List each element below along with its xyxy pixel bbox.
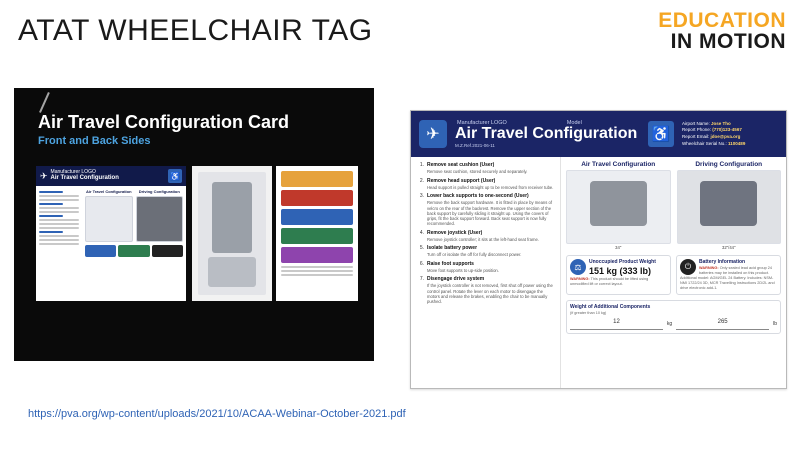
step-number: 1. (419, 162, 424, 168)
step-number: 2. (419, 177, 424, 184)
step-title: Isolate battery power (427, 245, 478, 251)
mini-card-front (36, 166, 186, 301)
info-text-lines (281, 266, 353, 276)
air-travel-configuration-card (410, 110, 787, 389)
step-title: Lower back supports to one-second (User) (427, 193, 529, 199)
source-link[interactable]: https://pva.org/wp-content/uploads/2021/10/ACAA-Webinar-October-2021.pdf (28, 408, 406, 420)
step-body (427, 245, 521, 258)
additional-components-panel (566, 300, 781, 334)
mini-badge-battery (118, 245, 149, 257)
mini-section-driving: Driving Configuration (138, 189, 180, 194)
serial-value: 1100489 (728, 140, 746, 146)
report-phone-value: (770)123-4567 (712, 127, 742, 133)
report-phone-row (682, 127, 778, 134)
step-title: Remove head support (User) (427, 177, 496, 184)
step-detail: Move foot supports to up-side position. (427, 267, 499, 273)
report-phone-label: Report Phone: (682, 127, 712, 133)
battery-icon: ⏻ (680, 259, 696, 275)
info-block-5 (281, 247, 353, 263)
mini-config-column (82, 186, 186, 301)
step-number: 4. (419, 229, 424, 236)
mini-chair-driving (136, 196, 184, 242)
mini-steps-column (36, 186, 82, 301)
additional-components-sublabel: (if greater than 10 kg) (570, 310, 607, 315)
mini-info-blocks (281, 171, 353, 296)
wheelchair-rear-diagram (198, 172, 266, 295)
text-placeholder (39, 223, 79, 225)
mini-chair-air-travel (85, 196, 133, 242)
battery-warning-label: WARNING: (699, 266, 719, 270)
wheelchair-icon: ♿ (648, 121, 674, 147)
text-placeholder (39, 211, 79, 213)
step-item (417, 178, 554, 191)
weight-lb-unit: lb (773, 321, 777, 328)
step-detail: Turn off or isolate the off for fully disconnect power. (427, 252, 522, 258)
configuration-section (561, 157, 786, 388)
airplane-icon: ✈ (419, 120, 447, 148)
configuration-row (566, 161, 781, 250)
mini-header-text (51, 170, 119, 182)
airport-name-label: Airport Name: (682, 120, 710, 126)
weight-note (570, 277, 667, 287)
wheelchair-driving-image (677, 170, 782, 244)
text-placeholder (39, 243, 79, 245)
instruction-steps (411, 157, 561, 388)
step-detail: If the joystick controller is not removed, first shut off power using the control panel. Rotate the lever on each motor to disengage the motors and release the brakes, enabling the chair to be manually pushed. (427, 283, 553, 304)
mini-badge-weight (85, 245, 116, 257)
step-number: 6. (419, 260, 424, 267)
logo-line-2: IN MOTION (670, 30, 786, 54)
text-placeholder (39, 215, 63, 217)
wheelchair-silhouette (590, 181, 647, 226)
weight-kg-unit: kg (666, 321, 673, 328)
report-email-value: jdoe@pva.org (710, 134, 741, 139)
text-placeholder (281, 270, 353, 272)
config-air-travel (566, 161, 671, 250)
step-title: Raise foot supports (427, 260, 474, 267)
left-panel-title: Air Travel Configuration Card (38, 112, 290, 132)
airplane-icon: ✈ (40, 170, 48, 181)
info-block-1 (281, 171, 353, 187)
airport-name-row (682, 121, 778, 128)
text-placeholder (39, 207, 79, 209)
text-placeholder (39, 199, 79, 201)
config-driving-dimension: 32"/44" (722, 245, 736, 250)
logo-line-1: EDUCATION (658, 9, 786, 32)
text-placeholder (39, 239, 79, 241)
config-air-travel-title: Air Travel Configuration (581, 161, 656, 168)
left-panel-subtitle: Front and Back Sides (38, 135, 151, 147)
report-email-label: Report Email: (682, 134, 710, 139)
step-body (427, 162, 527, 175)
weight-kg-input[interactable]: 12 (570, 319, 663, 330)
weight-value: 151 kg (333 lb) (589, 266, 652, 276)
step-title: Remove seat cushion (User) (427, 162, 495, 168)
step-item (417, 276, 554, 304)
info-block-2 (281, 190, 353, 206)
step-number: 5. (419, 245, 424, 251)
card-header-center (455, 120, 640, 148)
step-number: 3. (419, 193, 424, 199)
mini-card-body (36, 186, 186, 301)
step-item (417, 230, 554, 243)
info-block-4 (281, 228, 353, 244)
mini-section-air-travel: Air Travel Configuration (85, 189, 132, 194)
step-body (427, 230, 539, 243)
step-item (417, 261, 554, 274)
step-item (417, 193, 554, 227)
text-placeholder (39, 203, 63, 205)
additional-components-fields[interactable] (570, 319, 777, 330)
wheelchair-air-travel-image (566, 170, 671, 244)
config-driving-title: Driving Configuration (695, 161, 763, 168)
brand-logo (658, 10, 786, 53)
model-label: Model (566, 120, 582, 127)
text-placeholder (281, 266, 353, 268)
text-placeholder (39, 231, 63, 233)
report-email-row (682, 134, 778, 141)
step-title: Disengage drive system (427, 276, 485, 282)
serial-row (682, 141, 778, 148)
manufacturer-label: Manufacturer LOGO (457, 120, 507, 127)
info-panels (566, 255, 781, 295)
weight-note-text: This product should be lifted using unmodified lift or correct layout. (570, 277, 649, 286)
text-placeholder (39, 219, 79, 221)
battery-panel (676, 255, 781, 295)
step-title: Remove joystick (User) (427, 229, 483, 236)
step-item (417, 162, 554, 175)
step-body (427, 276, 554, 304)
text-placeholder (39, 227, 79, 229)
weight-warning-label: WARNING: (570, 277, 590, 281)
card-subtitle: M.Z.Ref.2021-06-11 (455, 142, 495, 148)
step-detail: Head support is pulled straight up to be removed from receiver tube. (427, 184, 554, 190)
config-driving (677, 161, 782, 250)
text-placeholder (39, 235, 79, 237)
page-title: ATAT WHEELCHAIR TAG (18, 14, 373, 47)
battery-label: Battery Information (699, 259, 746, 265)
wheelchair-icon: ♿ (168, 169, 182, 183)
weight-panel (566, 255, 671, 295)
weight-label: Unoccupied Product Weight (589, 259, 656, 265)
card-body (411, 157, 786, 388)
mini-card-info-panel (276, 166, 358, 301)
mini-card-header (36, 166, 186, 186)
step-detail: Remove joystick controller; it sits at the left-hand seat frame. (427, 236, 539, 242)
weight-lb-input[interactable]: 265 (676, 319, 769, 330)
left-slide-image (14, 88, 374, 361)
wheelchair-silhouette (700, 181, 757, 226)
step-detail: Remove the back support hardware. It is fitted in place by means of velcro on the rear of the backrest. Remove the upper section of the back support by carefully sliding it straight up. Using the covers of grips, fit the back support forward. Back seat support is now fully recommended. (427, 200, 552, 227)
text-placeholder (39, 191, 63, 193)
mini-manufacturer-label: Manufacturer LOGO (50, 168, 96, 175)
mini-card-title: Air Travel Configuration (50, 175, 119, 182)
weight-icon: ⚖ (570, 259, 586, 275)
text-placeholder (281, 274, 353, 276)
airport-name-value: Jose Tho (711, 120, 731, 126)
step-number: 7. (419, 276, 424, 282)
mini-card-back (192, 166, 272, 301)
step-body (427, 261, 499, 274)
text-placeholder (39, 195, 79, 197)
serial-label: Wheelchair Serial No.: (682, 140, 727, 146)
card-header (411, 111, 786, 157)
info-block-3 (281, 209, 353, 225)
card-title: Air Travel Configuration (455, 125, 638, 143)
decorative-line (39, 92, 50, 113)
step-item (417, 245, 554, 258)
step-detail: Remove seat cushion, stored securely and separately. (427, 169, 528, 175)
step-body (427, 178, 553, 191)
airline-contact-fields (682, 121, 778, 148)
config-air-travel-dimension: 34" (615, 245, 622, 250)
mini-badge-row (85, 245, 183, 257)
step-body (427, 193, 554, 227)
additional-components-label: Weight of Additional Components (570, 303, 651, 310)
battery-note-text: Only sealed lead acid group 24 batteries may be installed on this product. Additional model: AGM/GEL 24 Battery. Includes: NSM-NMI 1722/24 3D, MCR Travelling Instructions 2D/2L and drive electronic add-1. (680, 266, 775, 290)
mini-badge-note (152, 245, 183, 257)
